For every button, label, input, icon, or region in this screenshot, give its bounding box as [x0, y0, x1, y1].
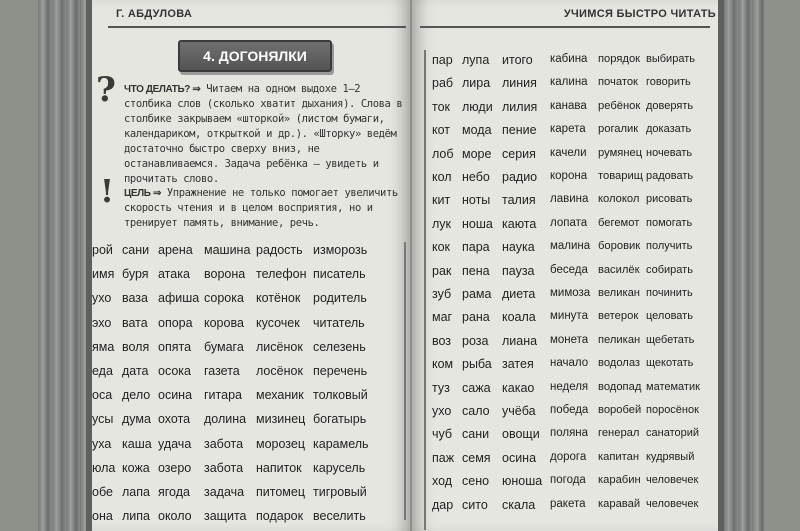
goal-paragraph	[124, 186, 404, 231]
word: воз	[432, 333, 452, 348]
word: богатырь	[313, 412, 367, 427]
word: калина	[550, 76, 588, 89]
word: пар	[432, 53, 453, 67]
word: семя	[462, 450, 491, 465]
word: пение	[502, 123, 537, 138]
right-curtain-edge	[718, 0, 724, 531]
word: ракета	[550, 497, 586, 510]
word: итого	[502, 53, 533, 67]
word: товарищ	[598, 170, 643, 182]
word: поляна	[550, 427, 589, 440]
word: ноты	[462, 193, 491, 208]
word: рогалик	[598, 123, 639, 136]
word: эхо	[92, 315, 112, 330]
word: радио	[502, 170, 538, 184]
word: боровик	[598, 240, 641, 253]
word: дорога	[550, 450, 587, 463]
word: роза	[462, 333, 489, 348]
word: говорить	[646, 76, 691, 89]
word: перечень	[313, 364, 368, 378]
right-column-rule	[424, 50, 426, 530]
word: радость	[256, 243, 303, 257]
word: машина	[204, 243, 251, 257]
word: лира	[462, 76, 491, 91]
question-mark-icon: ?	[96, 70, 116, 110]
word: газета	[204, 364, 240, 378]
word: карусель	[313, 460, 366, 475]
word: забота	[204, 436, 244, 451]
section-title: 4. ДОГОНЯЛКИ	[178, 40, 332, 72]
task-text: Читаем на одном выдохе 1–2 столбика слов (сколько хватит дыхания). Слова в столбике закрываем «шторкой» (листом бумаги, календариком, открыткой и др.). «Шторку» ведём достаточно быстро сверху вниз, не останавливаемся. Задача ребёнка — увидеть и прочитать слово.	[124, 83, 403, 185]
word: уха	[92, 436, 112, 451]
word: бегемот	[598, 216, 640, 229]
word: корона	[550, 170, 588, 182]
word: доверять	[646, 99, 694, 112]
word: дума	[122, 412, 151, 427]
word: рана	[462, 310, 490, 325]
word: раб	[432, 76, 454, 91]
word: ягода	[158, 485, 190, 499]
word: ухо	[432, 404, 452, 418]
word: кол	[432, 170, 452, 184]
word: паж	[432, 450, 455, 465]
word: корова	[204, 315, 244, 330]
word: лоб	[432, 146, 454, 161]
word: человечек	[646, 497, 699, 510]
word: еда	[92, 364, 113, 378]
word: мизинец	[256, 412, 306, 427]
word: василёк	[598, 263, 640, 276]
left-column-rule	[404, 242, 406, 520]
word: сорока	[204, 291, 244, 306]
word: котёнок	[256, 291, 301, 306]
goal-label: ЦЕЛЬ ⇒	[124, 188, 161, 199]
word: морозец	[256, 436, 306, 451]
word: чуб	[432, 427, 453, 442]
word: читатель	[313, 315, 365, 330]
word: щебетать	[646, 333, 695, 346]
word: кит	[432, 193, 451, 208]
word: сено	[462, 474, 490, 489]
word: дар	[432, 497, 454, 512]
word: забота	[204, 460, 244, 475]
word: пара	[462, 240, 490, 255]
word: карета	[550, 123, 586, 136]
word: генерал	[598, 427, 640, 440]
word: поросёнок	[646, 404, 699, 416]
word: мимоза	[550, 287, 591, 299]
word: карамель	[313, 436, 369, 451]
word: опята	[158, 339, 192, 354]
word: ноша	[462, 216, 493, 231]
word: она	[92, 509, 113, 524]
word: афиша	[158, 291, 200, 306]
word: гитара	[204, 388, 242, 403]
word: охота	[158, 412, 191, 427]
left-curtain-illustration	[38, 0, 86, 531]
word: дата	[122, 364, 149, 378]
word: пауза	[502, 263, 535, 278]
word: какао	[502, 380, 535, 395]
word: механик	[256, 388, 304, 403]
word: пена	[462, 263, 490, 278]
word: радовать	[646, 170, 694, 182]
word: починить	[646, 287, 693, 299]
right-running-head: УЧИМСЯ БЫСТРО ЧИТАТЬ	[563, 8, 716, 20]
exclamation-mark-icon: !	[100, 172, 115, 210]
goal-text: Упражнение не только помогает увеличить скорость чтения и в целом восприятия, но и тренирует память, внимание, речь.	[124, 187, 398, 229]
word: тигровый	[313, 485, 367, 499]
word: усы	[92, 412, 114, 427]
word: писатель	[313, 267, 366, 282]
word: задача	[204, 485, 245, 499]
word: селезень	[313, 339, 366, 354]
word: математик	[646, 380, 700, 393]
word: сажа	[462, 380, 491, 395]
task-label: ЧТО ДЕЛАТЬ? ⇒	[124, 84, 201, 95]
word: ворона	[204, 267, 246, 282]
word: лупа	[462, 53, 490, 67]
word: лук	[432, 216, 452, 231]
word: каравай	[598, 497, 641, 510]
word: порядок	[598, 53, 641, 65]
word: неделя	[550, 380, 589, 393]
word: кок	[432, 240, 451, 255]
word: вата	[122, 315, 148, 330]
word: воробей	[598, 404, 642, 416]
word: питомец	[256, 485, 305, 499]
word: удача	[158, 436, 192, 451]
left-page	[38, 0, 410, 531]
word: осока	[158, 364, 191, 378]
word: собирать	[646, 263, 693, 276]
word: небо	[462, 170, 490, 184]
word: кусочек	[256, 315, 300, 330]
word: сани	[122, 243, 150, 257]
word: коала	[502, 310, 536, 325]
word: осина	[158, 388, 193, 403]
word: ход	[432, 474, 453, 489]
word: лапа	[122, 485, 150, 499]
word: начало	[550, 357, 589, 370]
word: рак	[432, 263, 452, 278]
word: пеликан	[598, 333, 641, 346]
word: получить	[646, 240, 693, 253]
word: ухо	[92, 291, 112, 306]
word: изморозь	[313, 243, 368, 257]
word: затея	[502, 357, 534, 372]
word: лисёнок	[256, 339, 303, 354]
word: каша	[122, 436, 152, 451]
word: колокол	[598, 193, 640, 206]
word: линия	[502, 76, 537, 91]
word: рыба	[462, 357, 492, 372]
word: мода	[462, 123, 492, 138]
word: подарок	[256, 509, 304, 524]
word: кабина	[550, 53, 588, 65]
word: капитан	[598, 450, 640, 463]
word: овощи	[502, 427, 540, 442]
word: сани	[462, 427, 490, 442]
word: талия	[502, 193, 536, 208]
word: лопата	[550, 216, 588, 229]
word: целовать	[646, 310, 693, 323]
word: озеро	[158, 460, 192, 475]
word: помогать	[646, 216, 693, 229]
word: толковый	[313, 388, 368, 403]
word: опора	[158, 315, 193, 330]
word: ветерок	[598, 310, 639, 323]
word: ребёнок	[598, 99, 641, 112]
word: канава	[550, 99, 587, 112]
word: яма	[92, 339, 115, 354]
word: малина	[550, 240, 591, 253]
word: рисовать	[646, 193, 693, 206]
word: лосёнок	[256, 364, 303, 378]
word: минута	[550, 310, 588, 323]
word: монета	[550, 333, 589, 346]
word: ваза	[122, 291, 148, 306]
right-page	[412, 0, 764, 531]
word: дело	[122, 388, 151, 403]
word: веселить	[313, 509, 366, 524]
word: люди	[462, 99, 493, 114]
word: кожа	[122, 460, 150, 475]
word: зуб	[432, 287, 452, 301]
word: телефон	[256, 267, 307, 282]
word: водолаз	[598, 357, 641, 370]
word: человечек	[646, 474, 699, 487]
word: сито	[462, 497, 488, 512]
word: юла	[92, 460, 116, 475]
word: кудрявый	[646, 450, 695, 463]
word: серия	[502, 146, 536, 161]
word: скала	[502, 497, 536, 512]
word: кот	[432, 123, 451, 138]
word: наука	[502, 240, 535, 255]
word: защита	[204, 509, 247, 524]
word: арена	[158, 243, 193, 257]
word: щекотать	[646, 357, 694, 370]
word: румянец	[598, 146, 643, 159]
word: напиток	[256, 460, 302, 475]
word: великан	[598, 287, 640, 299]
word: бумага	[204, 339, 244, 354]
word: победа	[550, 404, 589, 416]
word: рама	[462, 287, 492, 301]
word: осина	[502, 450, 537, 465]
word: буря	[122, 267, 149, 282]
word: обе	[92, 485, 113, 499]
word: сало	[462, 404, 490, 418]
left-curtain-edge	[86, 0, 92, 531]
word: учёба	[502, 404, 536, 418]
word: липа	[122, 509, 150, 524]
word: лавина	[550, 193, 589, 206]
word: санаторий	[646, 427, 700, 440]
word: маг	[432, 310, 453, 325]
word: долина	[204, 412, 247, 427]
word: ток	[432, 99, 451, 114]
task-paragraph	[124, 82, 404, 187]
word: рой	[92, 243, 113, 257]
word: початок	[598, 76, 638, 89]
word: атака	[158, 267, 190, 282]
left-running-head: Г. АБДУЛОВА	[116, 8, 193, 20]
right-header-rule	[420, 26, 710, 28]
left-header-rule	[108, 26, 406, 28]
word: оса	[92, 388, 113, 403]
word: диета	[502, 287, 536, 301]
word: имя	[92, 267, 115, 282]
word: около	[158, 509, 192, 524]
word: выбирать	[646, 53, 695, 65]
word: каюта	[502, 216, 537, 231]
word: доказать	[646, 123, 692, 136]
word: лилия	[502, 99, 538, 114]
word: беседа	[550, 263, 588, 276]
word: море	[462, 146, 492, 161]
word: воля	[122, 339, 150, 354]
word: погода	[550, 474, 586, 487]
word: водопад	[598, 380, 642, 393]
word: юноша	[502, 474, 543, 489]
word: карабин	[598, 474, 641, 487]
word: ком	[432, 357, 454, 372]
word: родитель	[313, 291, 367, 306]
right-curtain-illustration	[724, 0, 764, 531]
word: качели	[550, 146, 587, 159]
word: лиана	[502, 333, 538, 348]
word: ночевать	[646, 146, 693, 159]
word: туз	[432, 380, 450, 395]
